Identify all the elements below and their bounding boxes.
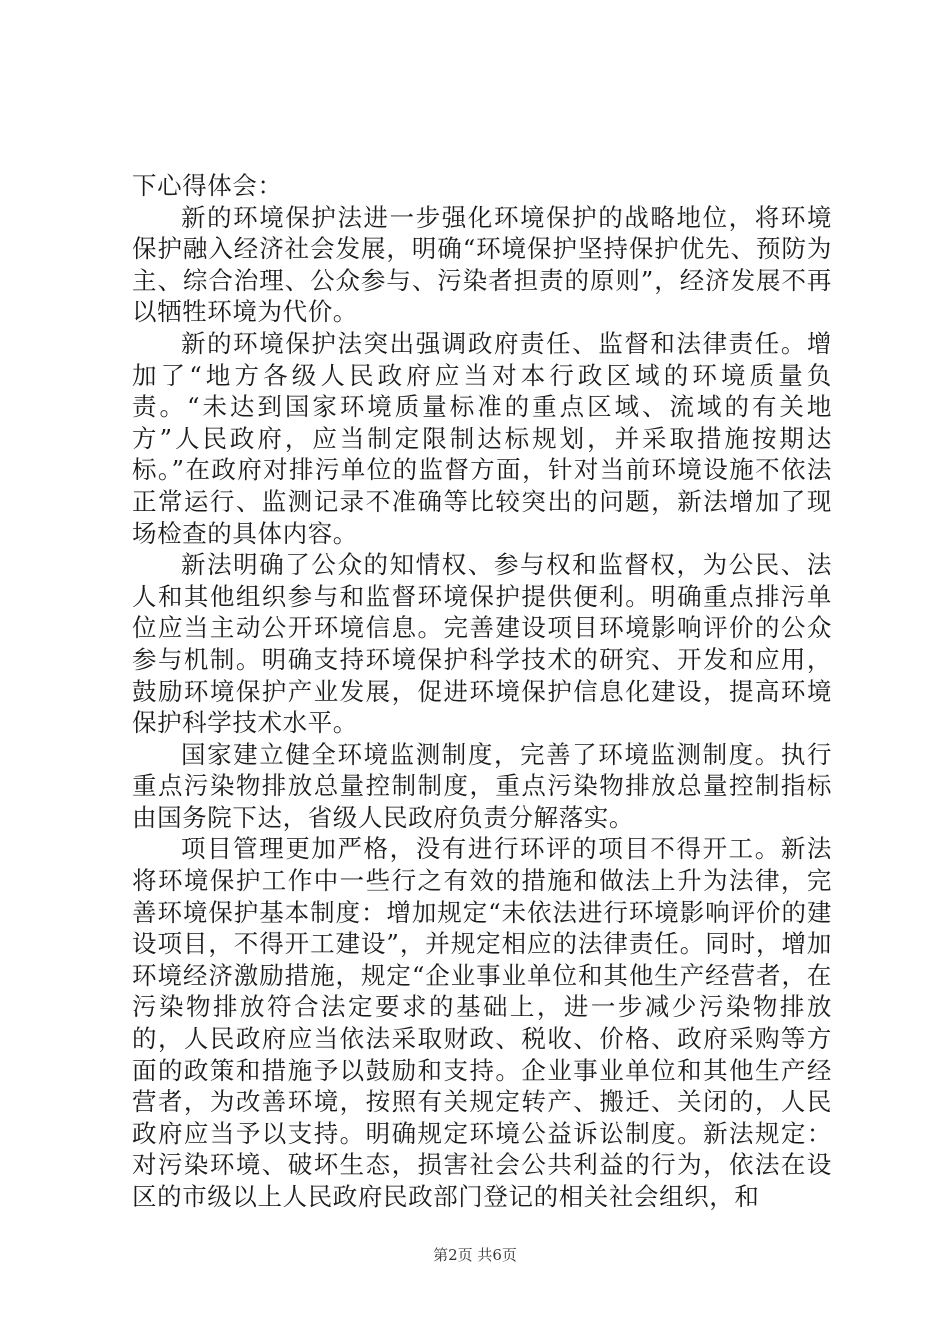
paragraph: 下心得体会： — [132, 171, 283, 200]
paragraph: 项目管理更加严格，没有进行环评的项目不得开工。新法将环境保护工作中一些行之有效的措施和做法上升为法律，完善环境保护基本制度：增加规定“未依法进行环境影响评价的建设项目，不得开工建设”，并规定相应的法律责任。同时，增加环境经济激励措施，规定“企业事业单位和其他生产经营者，在污染物排放符合法定要求的基础上，进一步减少污染物排放的，人民政府应当依法采取财政、税收、价格、政府采购等方面的政策和措施予以鼓励和支持。企业事业单位和其他生产经营者，为改善环境，按照有关规定转产、搬迁、关闭的，人民政府应当予以支持。明确规定环境公益诉讼制度。新法规定：对污染环境、破坏生态，损害社会公共利益的行为，依法在设区的市级以上人民政府民政部门登记的相关社会组织，和 — [132, 834, 832, 1211]
document-body — [132, 170, 832, 1213]
paragraph: 新的环境保护法进一步强化环境保护的战略地位，将环境保护融入经济社会发展，明确“环境保护坚持保护优先、预防为主、综合治理、公众参与、污染者担责的原则”，经济发展不再以牺牲环境为代价。 — [132, 202, 832, 327]
page-number-footer: 第2页 共6页 — [433, 1246, 517, 1264]
paragraph: 国家建立健全环境监测制度，完善了环境监测制度。执行重点污染物排放总量控制制度，重点污染物排放总量控制指标由国务院下达，省级人民政府负责分解落实。 — [132, 739, 832, 832]
paragraph: 新的环境保护法突出强调政府责任、监督和法律责任。增加了“地方各级人民政府应当对本行政区域的环境质量负责。“未达到国家环境质量标准的重点区域、流域的有关地方”人民政府，应当制定限制达标规划，并采取措施按期达标。”在政府对排污单位的监督方面，针对当前环境设施不依法正常运行、监测记录不准确等比较突出的问题，新法增加了现场检查的具体内容。 — [132, 328, 832, 548]
paragraph: 新法明确了公众的知情权、参与权和监督权，为公民、法人和其他组织参与和监督环境保护提供便利。明确重点排污单位应当主动公开环境信息。完善建设项目环境影响评价的公众参与机制。明确支持环境保护科学技术的研究、开发和应用，鼓励环境保护产业发展，促进环境保护信息化建设，提高环境保护科学技术水平。 — [132, 550, 832, 738]
